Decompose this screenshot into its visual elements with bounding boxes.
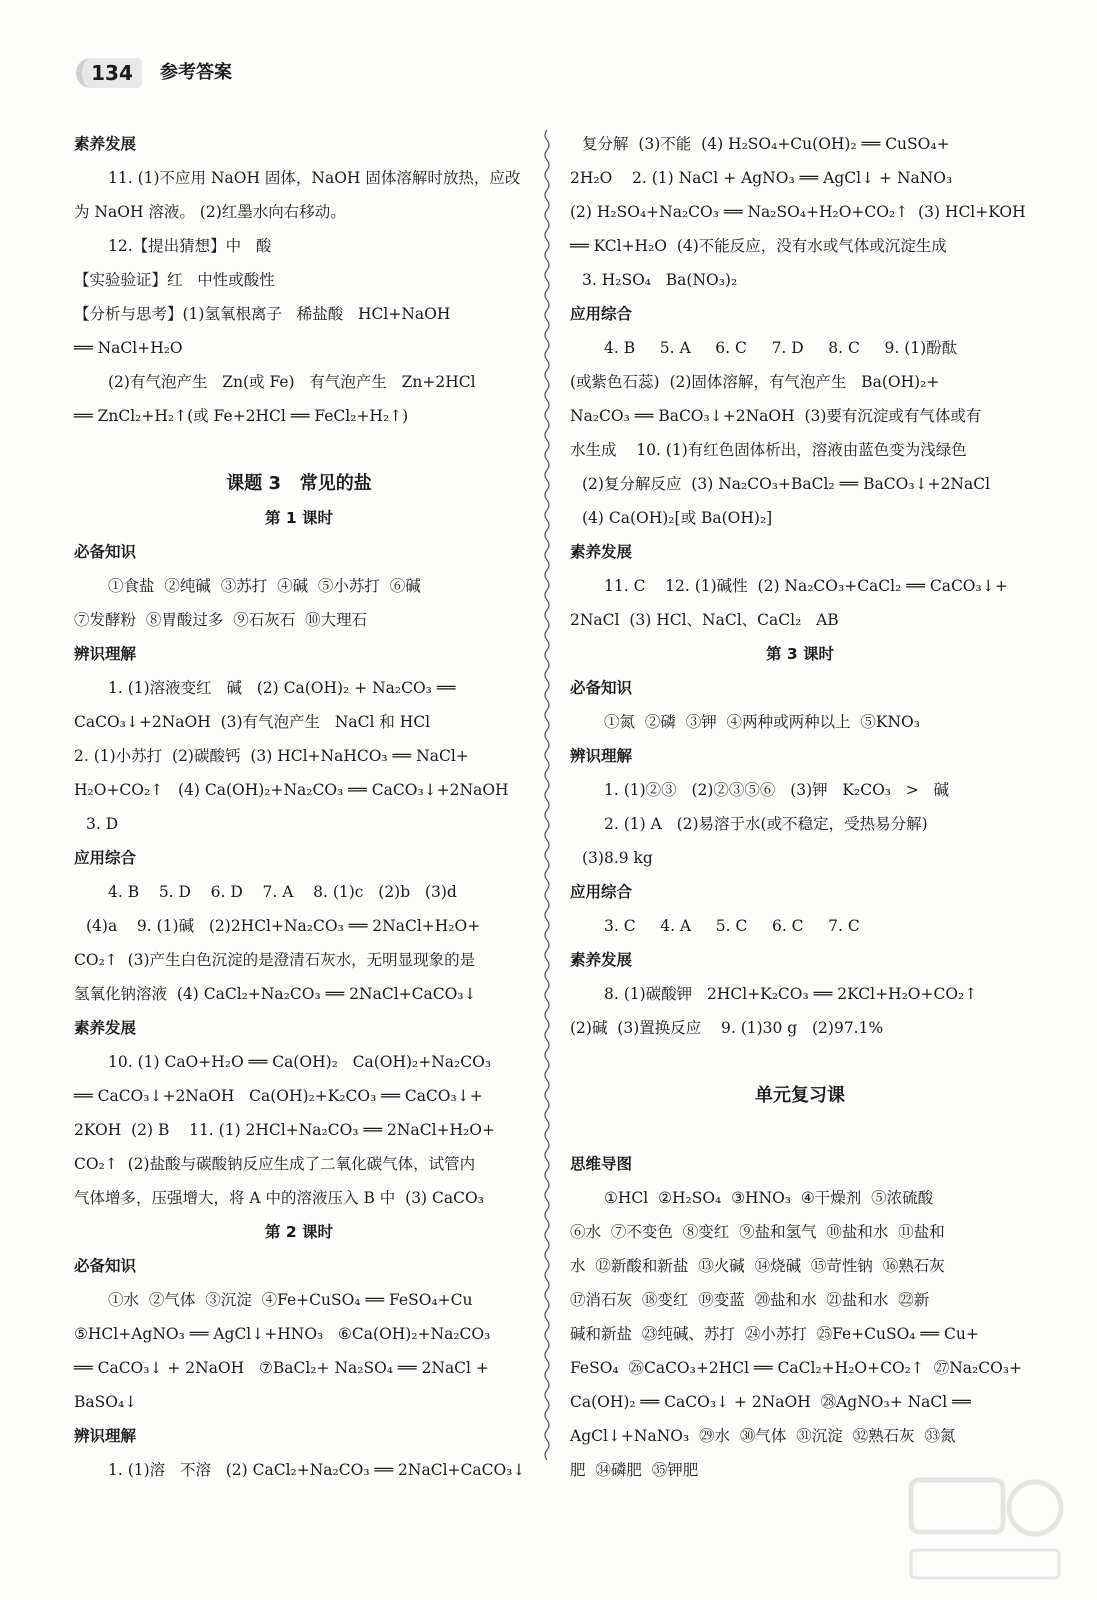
text-line: ══ CaCO₃↓+2NaOH Ca(OH)₂+K₂CO₃ ══ CaCO₃↓+ — [74, 1087, 483, 1105]
text-line: 为 NaOH 溶液。 (2)红墨水向右移动。 — [74, 203, 346, 221]
text-line: (2) H₂SO₄+Na₂CO₃ ══ Na₂SO₄+H₂O+CO₂↑ (3) HCl+KOH — [570, 203, 1026, 221]
text-line: CO₂↑ (3)产生白色沉淀的是澄清石灰水，无明显现象的是 — [74, 951, 476, 969]
text-line: 4. B 5. A 6. C 7. D 8. C 9. (1)酚酞 — [604, 339, 958, 357]
text-line: 1. (1)②③ (2)②③⑤⑥ (3)钾 K₂CO₃ > 碱 — [604, 781, 950, 799]
text-line: H₂O+CO₂↑ (4) Ca(OH)₂+Na₂CO₃ ══ CaCO₃↓+2NaOH — [74, 781, 509, 799]
right-column — [570, 127, 1030, 1487]
text-line — [74, 433, 524, 467]
lesson-title: 单元复习课 — [755, 1085, 845, 1106]
page-number: 134 — [76, 58, 142, 88]
text-line: 1. (1)溶 不溶 (2) CaCl₂+Na₂CO₃ ══ 2NaCl+CaCO₃↓ — [108, 1461, 526, 1479]
text-line: 2NaCl (3) HCl、NaCl、CaCl₂ AB — [570, 611, 839, 629]
text-line: (或紫色石蕊) (2)固体溶解，有气泡产生 Ba(OH)₂+ — [570, 373, 940, 391]
text-line: 10. (1) CaO+H₂O ══ Ca(OH)₂ Ca(OH)₂+Na₂CO₃ — [108, 1053, 492, 1071]
lesson-title: 课题 3 常见的盐 — [226, 473, 372, 494]
text-line: ══ ZnCl₂+H₂↑(或 Fe+2HCl ══ FeCl₂+H₂↑) — [74, 407, 409, 425]
text-line — [570, 1045, 1030, 1079]
text-line: 3. D — [86, 815, 119, 833]
lesson-title: 第 3 课时 — [765, 645, 835, 663]
text-line: ①氮 ②磷 ③钾 ④两种或两种以上 ⑤KNO₃ — [604, 713, 920, 731]
text-line: (2)有气泡产生 Zn(或 Fe) 有气泡产生 Zn+2HCl — [108, 373, 476, 391]
section-heading: 应用综合 — [570, 305, 633, 323]
text-line: ══ KCl+H₂O (4)不能反应，没有水或气体或沉淀生成 — [570, 237, 947, 255]
text-line: CO₂↑ (2)盐酸与碳酸钠反应生成了二氧化碳气体，试管内 — [74, 1155, 476, 1173]
text-line: 8. (1)碳酸钾 2HCl+K₂CO₃ ══ 2KCl+H₂O+CO₂↑ — [604, 985, 978, 1003]
lesson-title: 第 1 课时 — [264, 509, 334, 527]
text-line: 氢氧化钠溶液 (4) CaCl₂+Na₂CO₃ ══ 2NaCl+CaCO₃↓ — [74, 985, 477, 1003]
left-column — [74, 127, 524, 1487]
text-line: ①HCl ②H₂SO₄ ③HNO₃ ④干燥剂 ⑤浓硫酸 — [604, 1189, 934, 1207]
text-line: 12.【提出猜想】中 酸 — [108, 237, 272, 255]
text-line: FeSO₄ ㉖CaCO₃+2HCl ══ CaCl₂+H₂O+CO₂↑ ㉗Na₂CO₃+ — [570, 1359, 1023, 1377]
text-line: (3)8.9 kg — [582, 849, 653, 867]
text-line: ⑥水 ⑦不变色 ⑧变红 ⑨盐和氢气 ⑩盐和水 ⑪盐和 — [570, 1223, 945, 1241]
section-heading: 素养发展 — [570, 951, 633, 969]
text-line: 气体增多，压强增大，将 A 中的溶液压入 B 中 (3) CaCO₃ — [74, 1189, 484, 1207]
section-heading: 必备知识 — [570, 679, 633, 697]
text-line: Ca(OH)₂ ══ CaCO₃↓ + 2NaOH ㉘AgNO₃+ NaCl ══ — [570, 1393, 971, 1411]
text-line: 2H₂O 2. (1) NaCl + AgNO₃ ══ AgCl↓ + NaNO₃ — [570, 169, 953, 187]
lesson-title: 第 2 课时 — [264, 1223, 334, 1241]
text-line: AgCl↓+NaNO₃ ㉙水 ㉚气体 ㉛沉淀 ㉜熟石灰 ㉝氮 — [570, 1427, 956, 1445]
text-line: ⑰消石灰 ⑱变红 ⑲变蓝 ⑳盐和水 ㉑盐和水 ㉒新 — [570, 1291, 930, 1309]
text-line: (4)a 9. (1)碱 (2)2HCl+Na₂CO₃ ══ 2NaCl+H₂O+ — [86, 917, 481, 935]
section-heading: 辨识理解 — [570, 747, 633, 765]
section-heading: 素养发展 — [74, 1019, 137, 1037]
section-heading: 辨识理解 — [74, 1427, 137, 1445]
text-line: ══ CaCO₃↓ + 2NaOH ⑦BaCl₂+ Na₂SO₄ ══ 2NaCl + — [74, 1359, 489, 1377]
text-line — [570, 1113, 1030, 1147]
text-line: 【分析与思考】(1)氢氧根离子 稀盐酸 HCl+NaOH — [74, 305, 451, 323]
page-title: 参考答案 — [160, 62, 232, 83]
text-line: ══ NaCl+H₂O — [74, 339, 183, 357]
section-heading: 必备知识 — [74, 543, 137, 561]
text-line: 复分解 (3)不能 (4) H₂SO₄+Cu(OH)₂ ══ CuSO₄+ — [582, 135, 950, 153]
text-line: 3. H₂SO₄ Ba(NO₃)₂ — [582, 271, 738, 289]
section-heading: 思维导图 — [570, 1155, 633, 1173]
text-line: Na₂CO₃ ══ BaCO₃↓+2NaOH (3)要有沉淀或有气体或有 — [570, 407, 982, 425]
text-line: 3. C 4. A 5. C 6. C 7. C — [604, 917, 860, 935]
section-heading: 辨识理解 — [74, 645, 137, 663]
text-line: ⑦发酵粉 ⑧胃酸过多 ⑨石灰石 ⑩大理石 — [74, 611, 368, 629]
text-line: 11. (1)不应用 NaOH 固体，NaOH 固体溶解时放热，应改 — [108, 169, 521, 187]
section-heading: 应用综合 — [74, 849, 137, 867]
text-line: ①水 ②气体 ③沉淀 ④Fe+CuSO₄ ══ FeSO₄+Cu — [108, 1291, 473, 1309]
text-line: 【实验验证】红 中性或酸性 — [74, 271, 275, 289]
section-heading: 应用综合 — [570, 883, 633, 901]
section-heading: 素养发展 — [74, 135, 137, 153]
text-line: 水生成 10. (1)有红色固体析出，溶液由蓝色变为浅绿色 — [570, 441, 967, 459]
text-line: 2KOH (2) B 11. (1) 2HCl+Na₂CO₃ ══ 2NaCl+H₂O+ — [74, 1121, 495, 1139]
text-line: ⑤HCl+AgNO₃ ══ AgCl↓+HNO₃ ⑥Ca(OH)₂+Na₂CO₃ — [74, 1325, 491, 1343]
text-line: 11. C 12. (1)碱性 (2) Na₂CO₃+CaCl₂ ══ CaCO₃↓+ — [604, 577, 1008, 595]
text-line: 1. (1)溶液变红 碱 (2) Ca(OH)₂ + Na₂CO₃ ══ — [108, 679, 456, 697]
text-line: ①食盐 ②纯碱 ③苏打 ④碱 ⑤小苏打 ⑥碱 — [108, 577, 421, 595]
text-line: (2)复分解反应 (3) Na₂CO₃+BaCl₂ ══ BaCO₃↓+2NaCl — [582, 475, 991, 493]
text-line: 肥 ㉞磷肥 ㉟钾肥 — [570, 1461, 699, 1479]
text-line: 碱和新盐 ㉓纯碱、苏打 ㉔小苏打 ㉕Fe+CuSO₄ ══ Cu+ — [570, 1325, 979, 1343]
text-line: 4. B 5. D 6. D 7. A 8. (1)c (2)b (3)d — [108, 883, 457, 901]
section-heading: 素养发展 — [570, 543, 633, 561]
text-line: 2. (1) A (2)易溶于水(或不稳定，受热易分解) — [604, 815, 928, 833]
text-line: BaSO₄↓ — [74, 1393, 138, 1411]
column-divider — [543, 130, 551, 1460]
text-line: 水 ⑫新酸和新盐 ⑬火碱 ⑭烧碱 ⑮苛性钠 ⑯熟石灰 — [570, 1257, 945, 1275]
text-line: (4) Ca(OH)₂[或 Ba(OH)₂] — [582, 509, 773, 527]
text-line: 2. (1)小苏打 (2)碳酸钙 (3) HCl+NaHCO₃ ══ NaCl+ — [74, 747, 469, 765]
text-line: CaCO₃↓+2NaOH (3)有气泡产生 NaCl 和 HCl — [74, 713, 431, 731]
watermark-logo — [905, 1468, 1065, 1588]
text-line: (2)碱 (3)置换反应 9. (1)30 g (2)97.1% — [570, 1019, 884, 1037]
section-heading: 必备知识 — [74, 1257, 137, 1275]
